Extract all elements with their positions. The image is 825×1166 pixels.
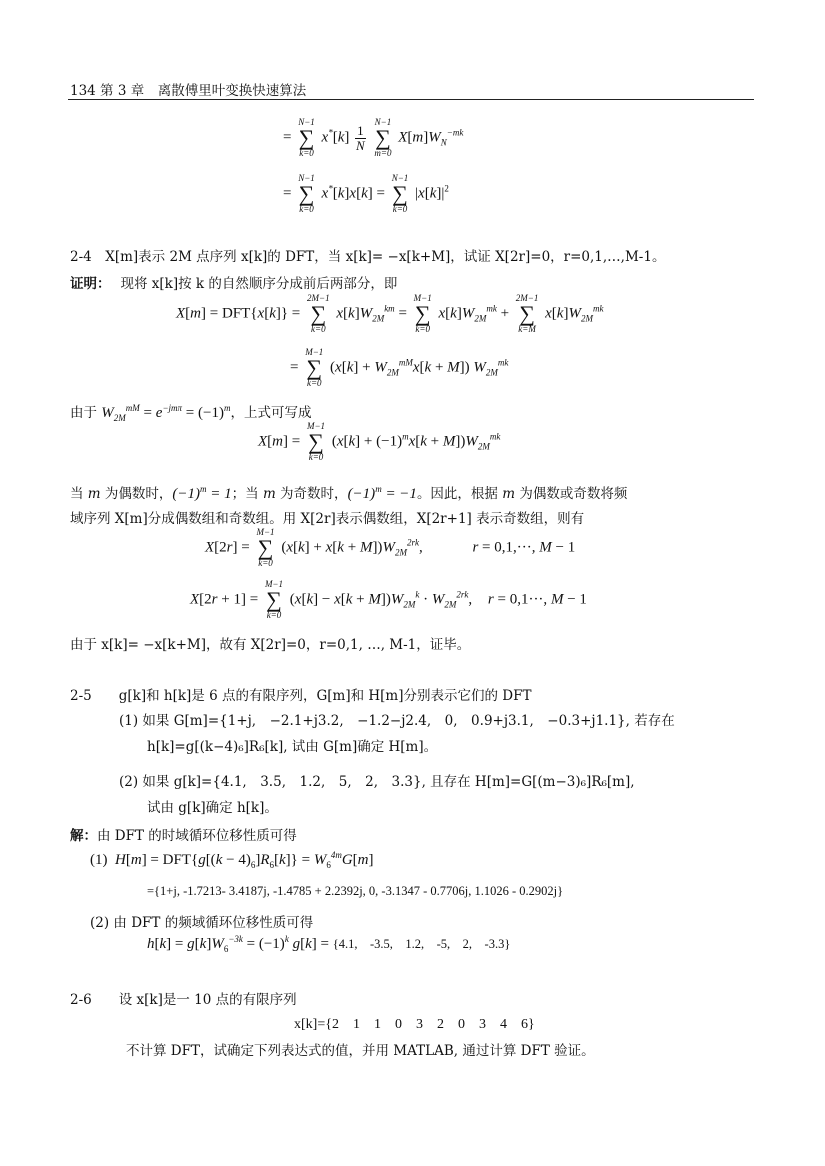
- solution-1-values: ={1+j, -1.7213- 3.4187j, -1.4785 + 2.2392j, 0, -3.1347 - 0.7706j, 1.1026 - 0.2902j}: [147, 884, 564, 898]
- solution-2-intro: (2) 由 DFT 的频域循环位移性质可得: [90, 915, 314, 931]
- paragraph-even-odd-2: 域序列 X[m]分成偶数组和奇数组。用 X[2r]表示偶数组，X[2r+1] 表示奇数组，则有: [70, 511, 585, 527]
- header-rule: [68, 99, 754, 100]
- problem-2-6-task: 不计算 DFT，试确定下列表达式的值，并用 MATLAB, 通过计算 DFT 验证。: [126, 1043, 595, 1059]
- proof-label: 证明：: [70, 276, 111, 292]
- equation-2-4-5: X[2r + 1] = M−1 ∑ k=0 $(x[k] - x[k + M])W_{2M}^k \cdot W_{2M}^{2rk}$, r = 0,1···, M − 1: [190, 579, 587, 620]
- solution-intro: 由 DFT 的时域循环位移性质可得: [97, 828, 297, 844]
- solution-2-equation: $h[k] = g[k]W_6^{-3k} = (-1)^k$ g[k] = {4.1, -3.5, 1.2, -5, 2, -3.3}: [147, 934, 511, 954]
- problem-2-5-q1a: (1) 如果 G[m]={1+j, −2.1+j3.2, −1.2−j2.4, 0, 0.9+j3.1, −0.3+j1.1}, 若存在: [119, 713, 675, 729]
- paragraph-even-odd-1: 当 m 为偶数时，$(-1)^m = 1$；当 m 为奇数时，$(-1)^m = -1$。因此，根据 m 为偶数或奇数将频: [70, 484, 628, 502]
- problem-2-4: 2-4 X[m]表示 2M 点序列 x[k]的 DFT，当 x[k]= −x[k+M]，试证 X[2r]=0，r=0,1,…,M-1。: [70, 249, 666, 265]
- equation-2-4-1: X[m] = DFT{x[k]} = 2M−1 ∑ k=0 $x[k]W_{2M}^{km}$ = M−1 ∑ k=0 $x[k]W_{2M}^{mk}$ + 2M−1 ∑ k=M $x[k]W_{2M}^{mk}$: [176, 293, 604, 334]
- solution-line: [70, 824, 297, 844]
- problem-2-6: 2-6 设 x[k]是一 10 点的有限序列: [70, 992, 297, 1008]
- problem-2-5-q1b: h[k]=g[(k−4)₆]R₆[k], 试由 G[m]确定 H[m]。: [147, 739, 438, 755]
- conclusion-2-4: 由于 x[k]= −x[k+M]，故有 X[2r]=0，r=0,1, …, M-1，证毕。: [70, 637, 471, 653]
- problem-2-5: 2-5 g[k]和 h[k]是 6 点的有限序列，G[m]和 H[m]分别表示它们的 DFT: [70, 688, 532, 704]
- top-equation-line2: = N−1 ∑ k=0 x*[k]x[k] = N−1 ∑ k=0 $|x[k]|^2$: [283, 173, 449, 214]
- problem-2-5-q2a: (2) 如果 g[k]={4.1, 3.5, 1.2, 5, 2, 3.3}, 且存在 H[m]=G[(m−3)₆]R₆[m],: [119, 774, 635, 790]
- equation-2-4-2: = M−1 ∑ k=0 $(x[k] + W_{2M}^{mM}x[k + M])$ $W_{2M}^{mk}$: [290, 347, 509, 388]
- equation-2-4-4: X[2r] = M−1 ∑ k=0 $(x[k] + x[k + M])W_{2M}^{2rk}$, r = 0,1,···, M − 1: [205, 527, 576, 568]
- solution-1-equation: (1) $H[m] = DFT\{g[(k - 4)_6]R_6[k]\} = W_6^{4m}G[m]$: [90, 850, 374, 870]
- proof-line: [70, 272, 397, 292]
- problem-2-5-q2b: 试由 g[k]确定 h[k]。: [147, 800, 278, 816]
- solution-label: 解：: [70, 828, 97, 844]
- since-line: 由于 $W_{2M}^{mM} = e^{-jm\pi} = (-1)^m$，上式可写成: [70, 403, 312, 423]
- top-equation-line1: = N−1 ∑ k=0 x*[k] $\frac{1}{N}$ N−1 ∑ m=0 $X[m]W_N^{-mk}$: [283, 117, 464, 158]
- equation-2-4-3: X[m] = M−1 ∑ k=0 $(x[k] + (-1)^mx[k + M])W_{2M}^{mk}$: [258, 421, 501, 462]
- running-header: 134 第 3 章 离散傅里叶变换快速算法: [70, 83, 307, 99]
- proof-intro: 现将 x[k]按 k 的自然顺序分成前后两部分，即: [120, 276, 398, 292]
- problem-2-6-sequence: x[k]={2 1 1 0 3 2 0 3 4 6}: [294, 1017, 535, 1032]
